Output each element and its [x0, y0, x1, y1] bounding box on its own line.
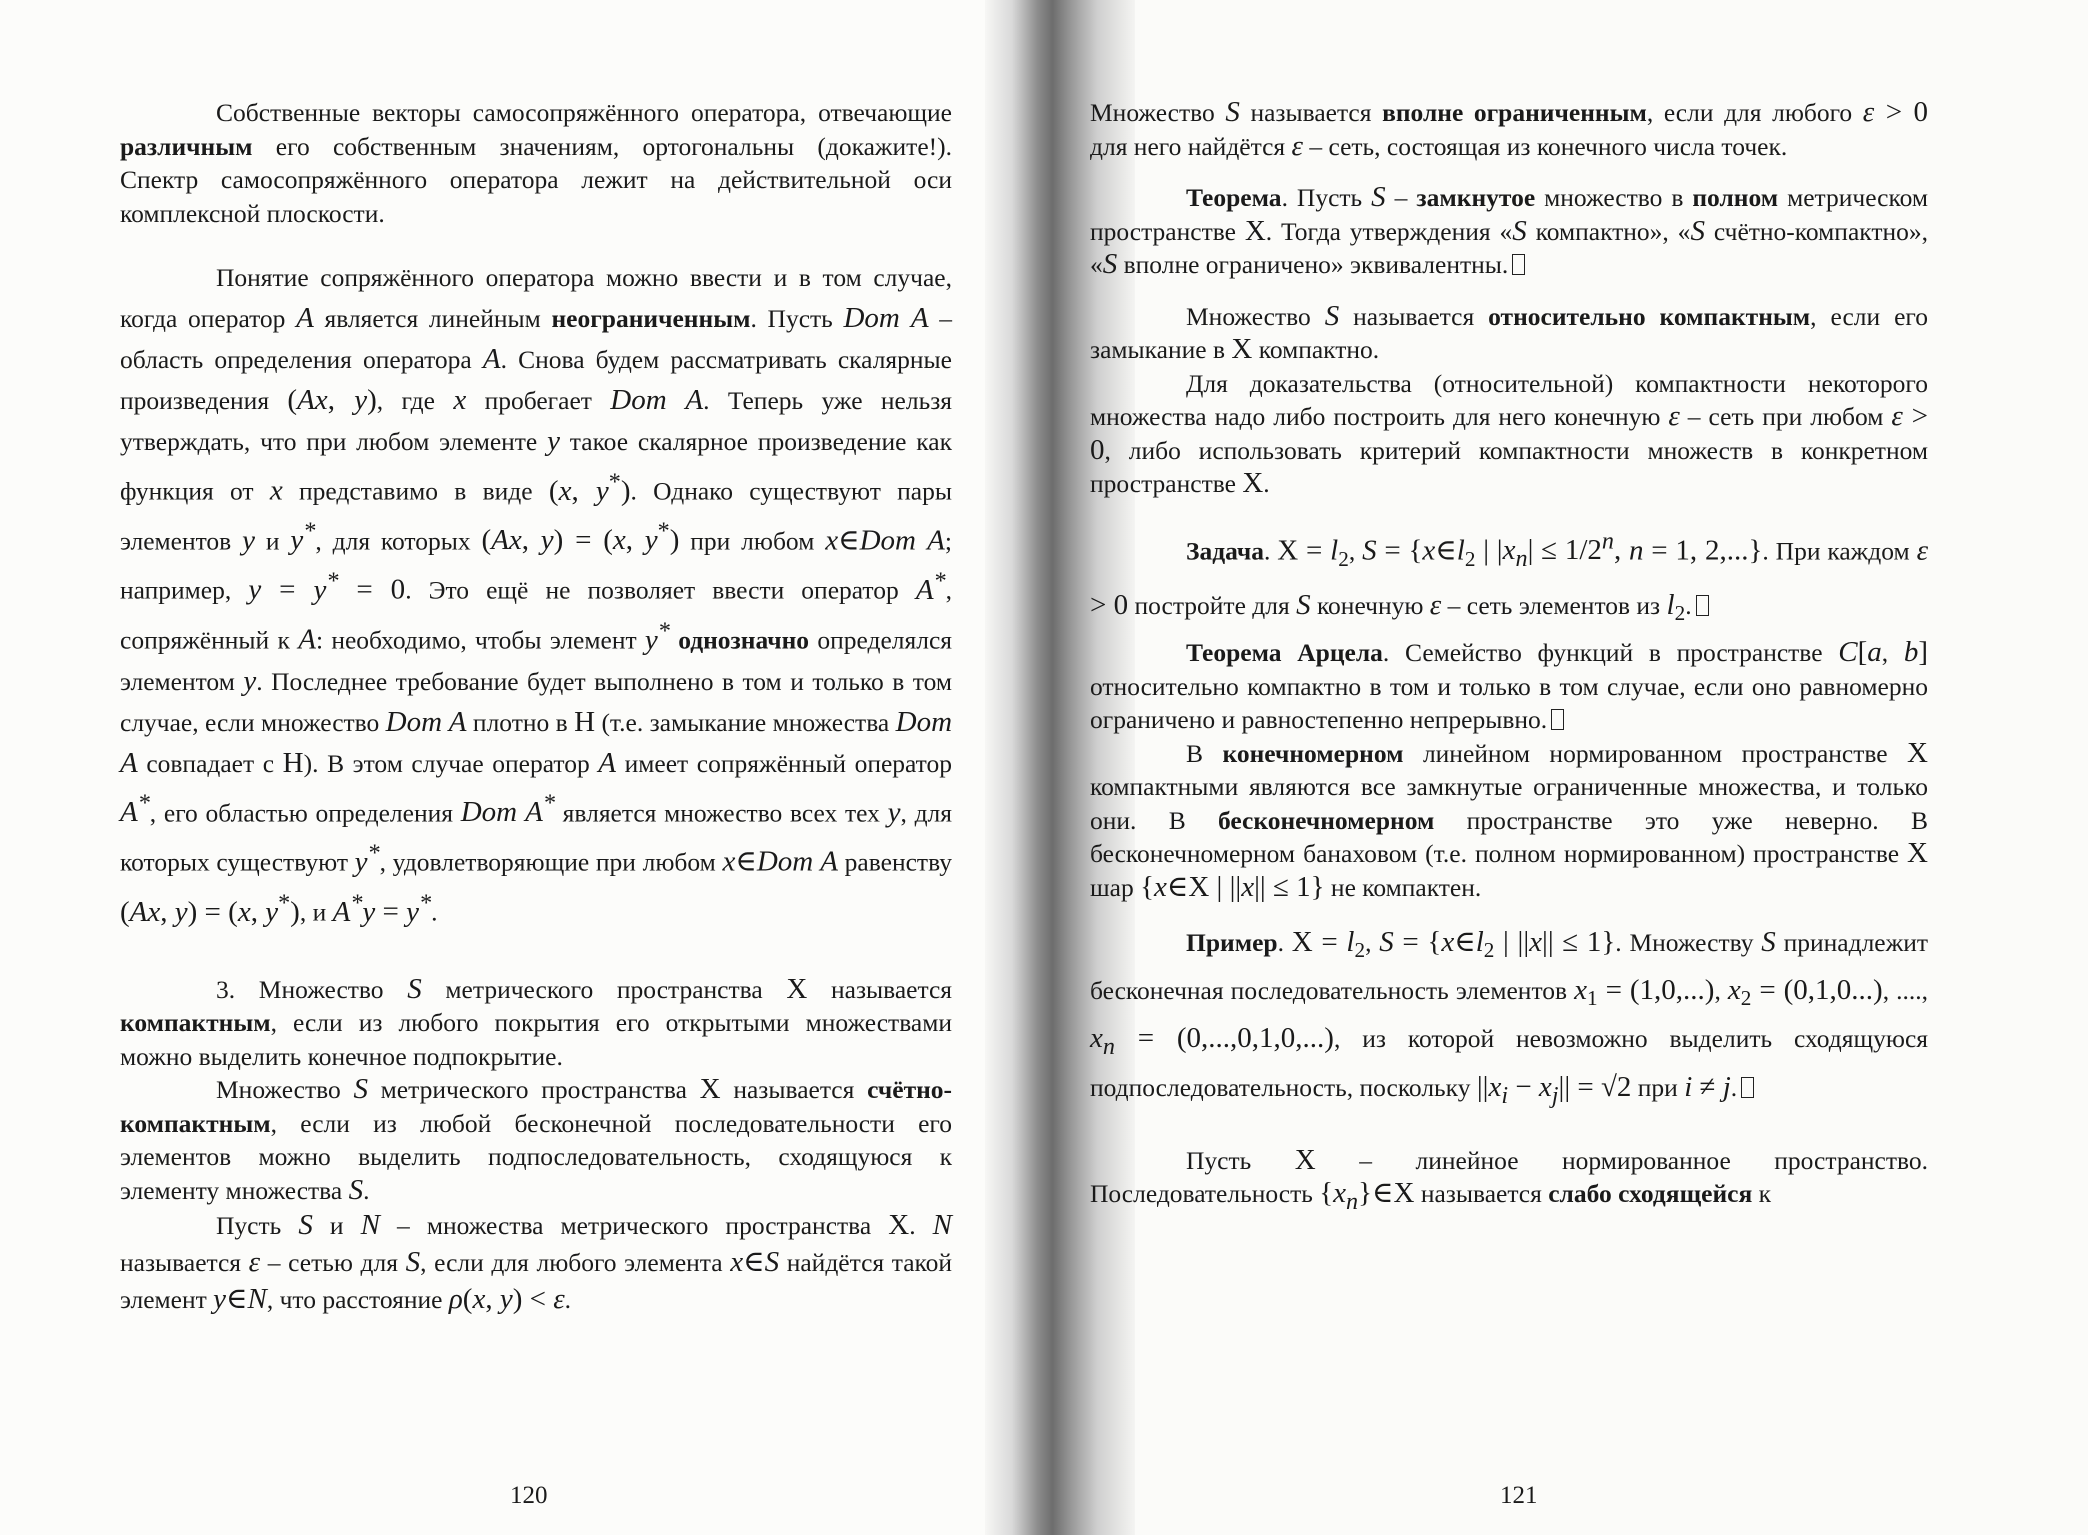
end-of-proof-icon: [1741, 1077, 1754, 1098]
right-paragraph-9: Пусть X – линейное нормированное пространство. Последовательность $\{x_n\}\in X$ называется слабо сходящейся к: [1090, 1143, 1928, 1216]
right-paragraph-1: Множество S называется вполне ограниченным, если для любого ε > 0 для него найдётся ε – сеть, состоящая из конечного числа точек.: [1090, 96, 1929, 162]
left-page-text: [120, 96, 952, 1318]
right-paragraph-3: Множество S называется относительно компактным, если его замыкание в X компактно.: [1090, 299, 1928, 365]
page-number-right: 121: [1500, 1482, 1538, 1509]
left-paragraph-4: Множество S метрического пространства X называется счётно-компактным, если из любой бесконечной последовательности его элементов можно выделить подпоследовательность, сходящуюся к элементу множества S.: [120, 1073, 953, 1206]
right-paragraph-6: Теорема Арцела. Семейство функций в пространстве C[a, b] относительно компактно в том и только в том случае, если оно равномерно ограничено и равностепенно непрерывно.: [1090, 636, 1928, 735]
end-of-proof-icon: [1512, 254, 1525, 275]
end-of-proof-icon: [1551, 709, 1564, 730]
right-page-text: [1090, 96, 1928, 1219]
right-paragraph-5: Задача. $X = l_2$, $S = \{x\in l_2$ | $|x_n| \le 1/2^n$, n = 1, 2,...}. При каждом ε > 0 постройте для S конечную ε – сеть элементов из $l_2$.: [1090, 527, 1929, 626]
right-paragraph-8: Пример. $X = l_2$, $S = \{x\in l_2$ | ||x|| ≤ 1}. Множеству S принадлежит бесконечная последовательность элементов $x_1 = (1,0,...)$, $x_2 = (0,1,0...)$, ...., $x_n = (0,...,0,1,0,...)$, из которой невозможно выделить сходящуюся подпоследовательность, поскольку $||x_i - x_j|| = √2$ при i ≠ j.: [1090, 926, 1929, 1109]
left-paragraph-1: Собственные векторы самосопряжённого оператора, отвечающие различным его собственным значениям, ортогональны (докажите!). Спектр самосопряжённого оператора лежит на действительной оси комплексной плоскости.: [120, 98, 952, 228]
left-paragraph-3: 3. Множество S метрического пространства X называется компактным, если из любого покрытия его открытыми множествами можно выделить конечное подпокрытие.: [120, 972, 953, 1071]
right-paragraph-4: Для доказательства (относительной) компактности некоторого множества надо либо построить для него конечную ε – сеть при любом ε > 0, либо использовать критерий компактности множеств в конкретном пространстве X.: [1090, 368, 1929, 499]
right-paragraph-2: Теорема. Пусть S – замкнутое множество в полном метрическом пространстве X. Тогда утверждения «S компактно», «S счётно-компактно», «S вполне ограничено» эквивалентны.: [1090, 181, 1928, 280]
left-paragraph-2: Понятие сопряжённого оператора можно ввести и в том случае, когда оператор A является линейным неограниченным. Пусть Dom A – область определения оператора A. Снова будем рассматривать скалярные произведения (Ax, y), где x пробегает Dom A. Теперь уже нельзя утверждать, что при любом элементе y такое скалярное произведение как функция от x представимо в виде (x, y*). Однако существуют пары элементов y и y*, для которых (Ax, y) = (x, y*) при любом x∈Dom A; например, y = y* = 0. Это ещё не позволяет ввести оператор A*, сопряжённый к A: необходимо, чтобы элемент y* однозначно определялся элементом y. Последнее требование будет выполнено в том и только в том случае, если множество Dom A плотно в H (т.е. замыкание множества Dom A совпадает с H). В этом случае оператор A имеет сопряжённый оператор A*, его областью определения Dom A* является множество всех тех y, для которых существуют y*, удовлетворяющие при любом x∈Dom A равенству (Ax, y) = (x, y*), и A*y = y*.: [120, 263, 953, 928]
page-number-left: 120: [510, 1482, 548, 1509]
end-of-proof-icon: [1696, 595, 1709, 616]
right-paragraph-7: В конечномерном линейном нормированном пространстве X компактными являются все замкнутые ограниченные множества, и только они. В бесконечномерном пространстве это уже неверно. В бесконечномерном банаховом (т.е. полном нормированном) пространстве X шар {x∈X | ||x|| ≤ 1} не компактен.: [1090, 736, 1928, 903]
left-paragraph-5: Пусть S и N – множества метрического пространства X. N называется ε – сетью для S, если для любого элемента x∈S найдётся такой элемент y∈N, что расстояние ρ(x, y) < ε.: [120, 1209, 953, 1316]
